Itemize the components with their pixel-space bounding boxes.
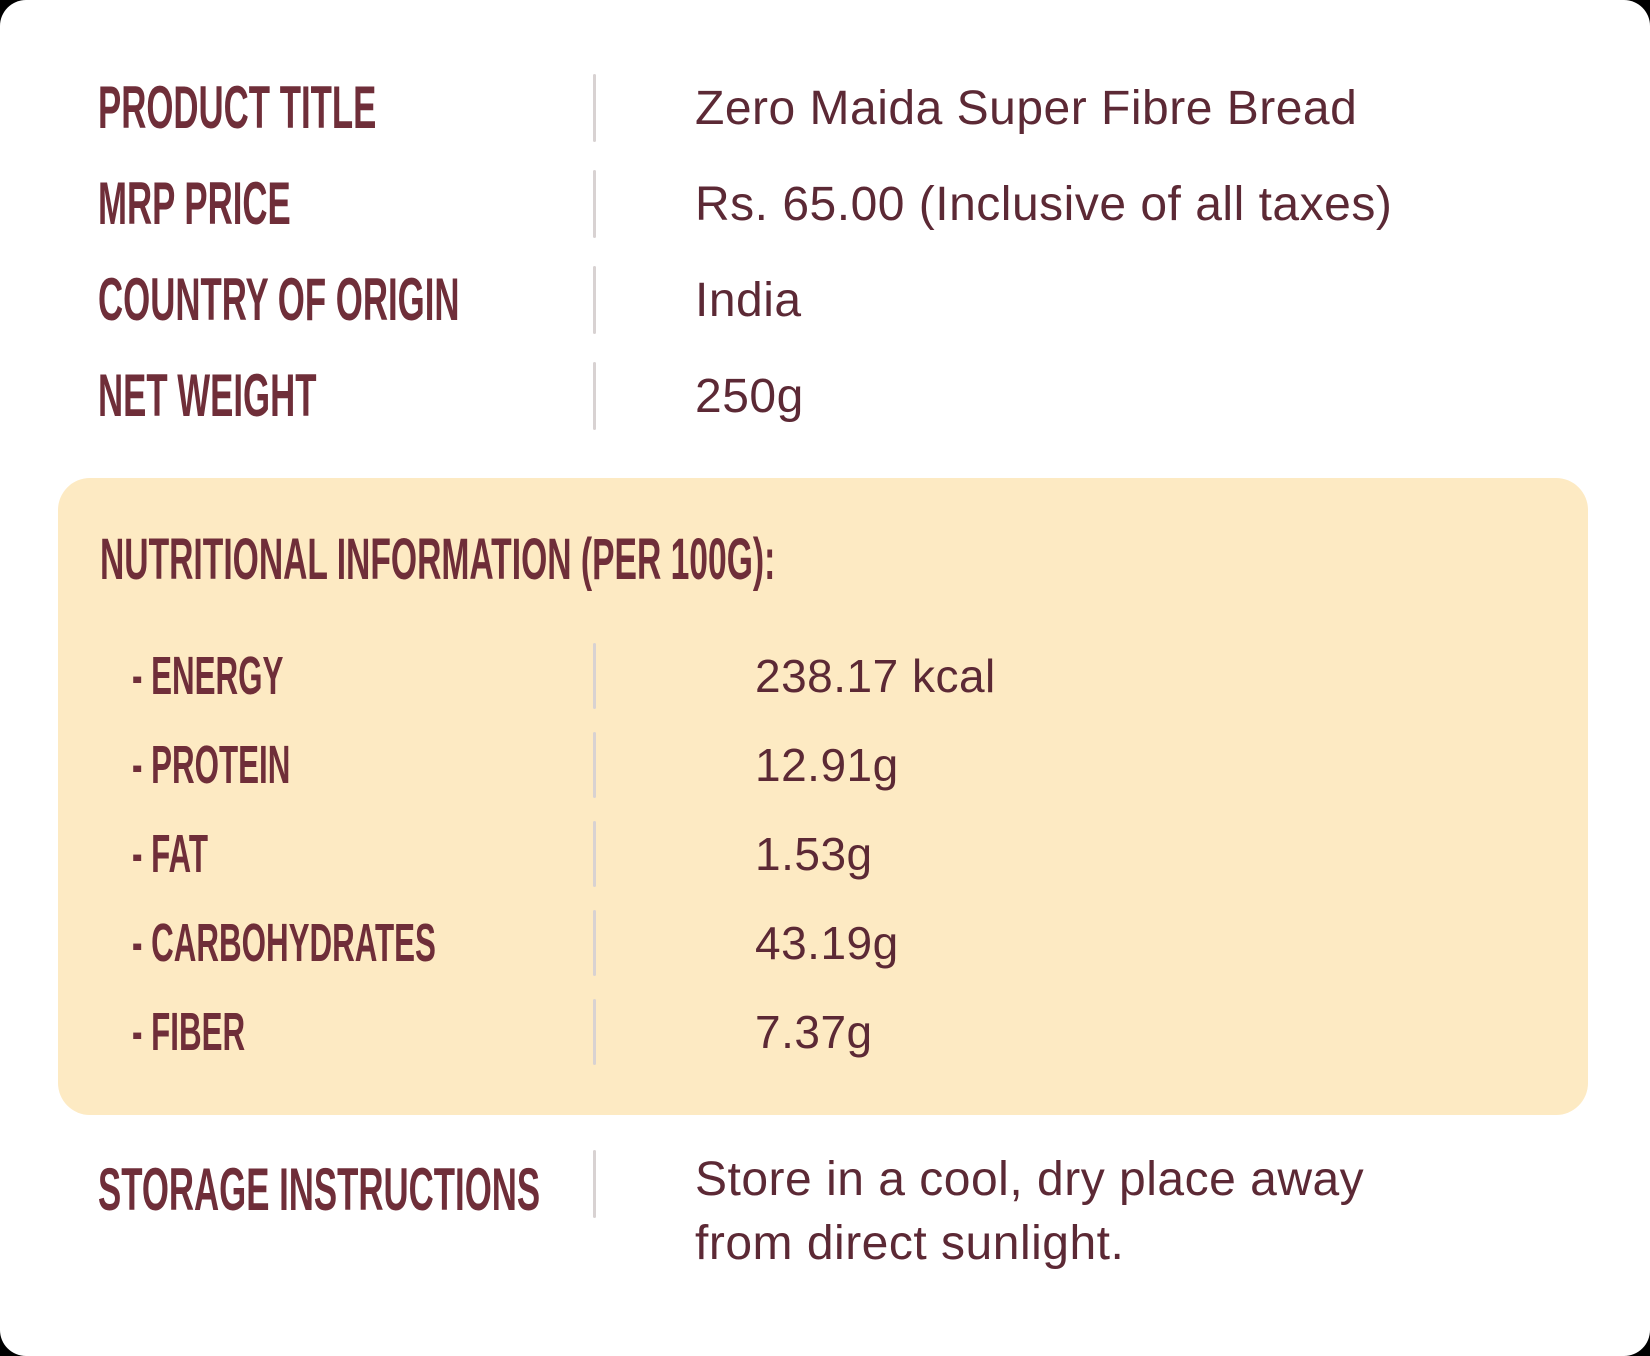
detail-row-country-of-origin (0, 252, 1650, 348)
carbohydrates-label: - CARBOHYDRATES (132, 913, 436, 974)
detail-label-cell (0, 170, 593, 237)
detail-row-product-title (0, 60, 1650, 156)
fat-label: - FAT (132, 824, 208, 885)
carbohydrates-value: 43.19g (755, 917, 899, 970)
nutrition-label-cell (58, 735, 593, 796)
nutrition-label-cell (58, 913, 593, 974)
detail-row-net-weight (0, 348, 1650, 444)
fat-value: 1.53g (755, 828, 873, 881)
net-weight-value: 250g (695, 369, 804, 423)
nutrition-heading: NUTRITIONAL INFORMATION (PER 100G): (100, 527, 776, 592)
storage-instructions-row (0, 1148, 1650, 1276)
nutrition-row-fiber (58, 988, 1588, 1077)
mrp-price-value: Rs. 65.00 (Inclusive of all taxes) (695, 177, 1393, 231)
detail-label-cell (0, 266, 593, 333)
fiber-value: 7.37g (755, 1006, 873, 1059)
country-of-origin-label: COUNTRY OF ORIGIN (98, 266, 460, 333)
detail-label-cell (0, 74, 593, 141)
nutrition-heading-wrap (58, 528, 1588, 592)
nutrition-label-cell (58, 1002, 593, 1063)
product-title-label: PRODUCT TITLE (98, 74, 377, 141)
nutrition-row-protein (58, 721, 1588, 810)
nutrition-label-cell (58, 824, 593, 885)
nutrition-row-carbohydrates (58, 899, 1588, 988)
fiber-label: - FIBER (132, 1002, 246, 1063)
net-weight-label: NET WEIGHT (98, 362, 317, 429)
nutrition-row-energy (58, 632, 1588, 721)
storage-instructions-value: Store in a cool, dry place away from direct sunlight. (695, 1153, 1365, 1270)
country-of-origin-value: India (695, 273, 802, 327)
protein-label: - PROTEIN (132, 735, 291, 796)
nutrition-row-fat (58, 810, 1588, 899)
mrp-price-label: MRP PRICE (98, 170, 291, 237)
energy-label: - ENERGY (132, 646, 284, 707)
protein-value: 12.91g (755, 739, 899, 792)
storage-instructions-label: STORAGE INSTRUCTIONS (98, 1156, 541, 1223)
product-title-value: Zero Maida Super Fibre Bread (695, 81, 1358, 135)
nutrition-label-cell (58, 646, 593, 707)
nutrition-panel (58, 478, 1588, 1115)
detail-label-cell (0, 362, 593, 429)
detail-row-mrp-price (0, 156, 1650, 252)
product-details-section (0, 60, 1650, 444)
storage-label-cell (0, 1148, 593, 1223)
energy-value: 238.17 kcal (755, 650, 996, 703)
